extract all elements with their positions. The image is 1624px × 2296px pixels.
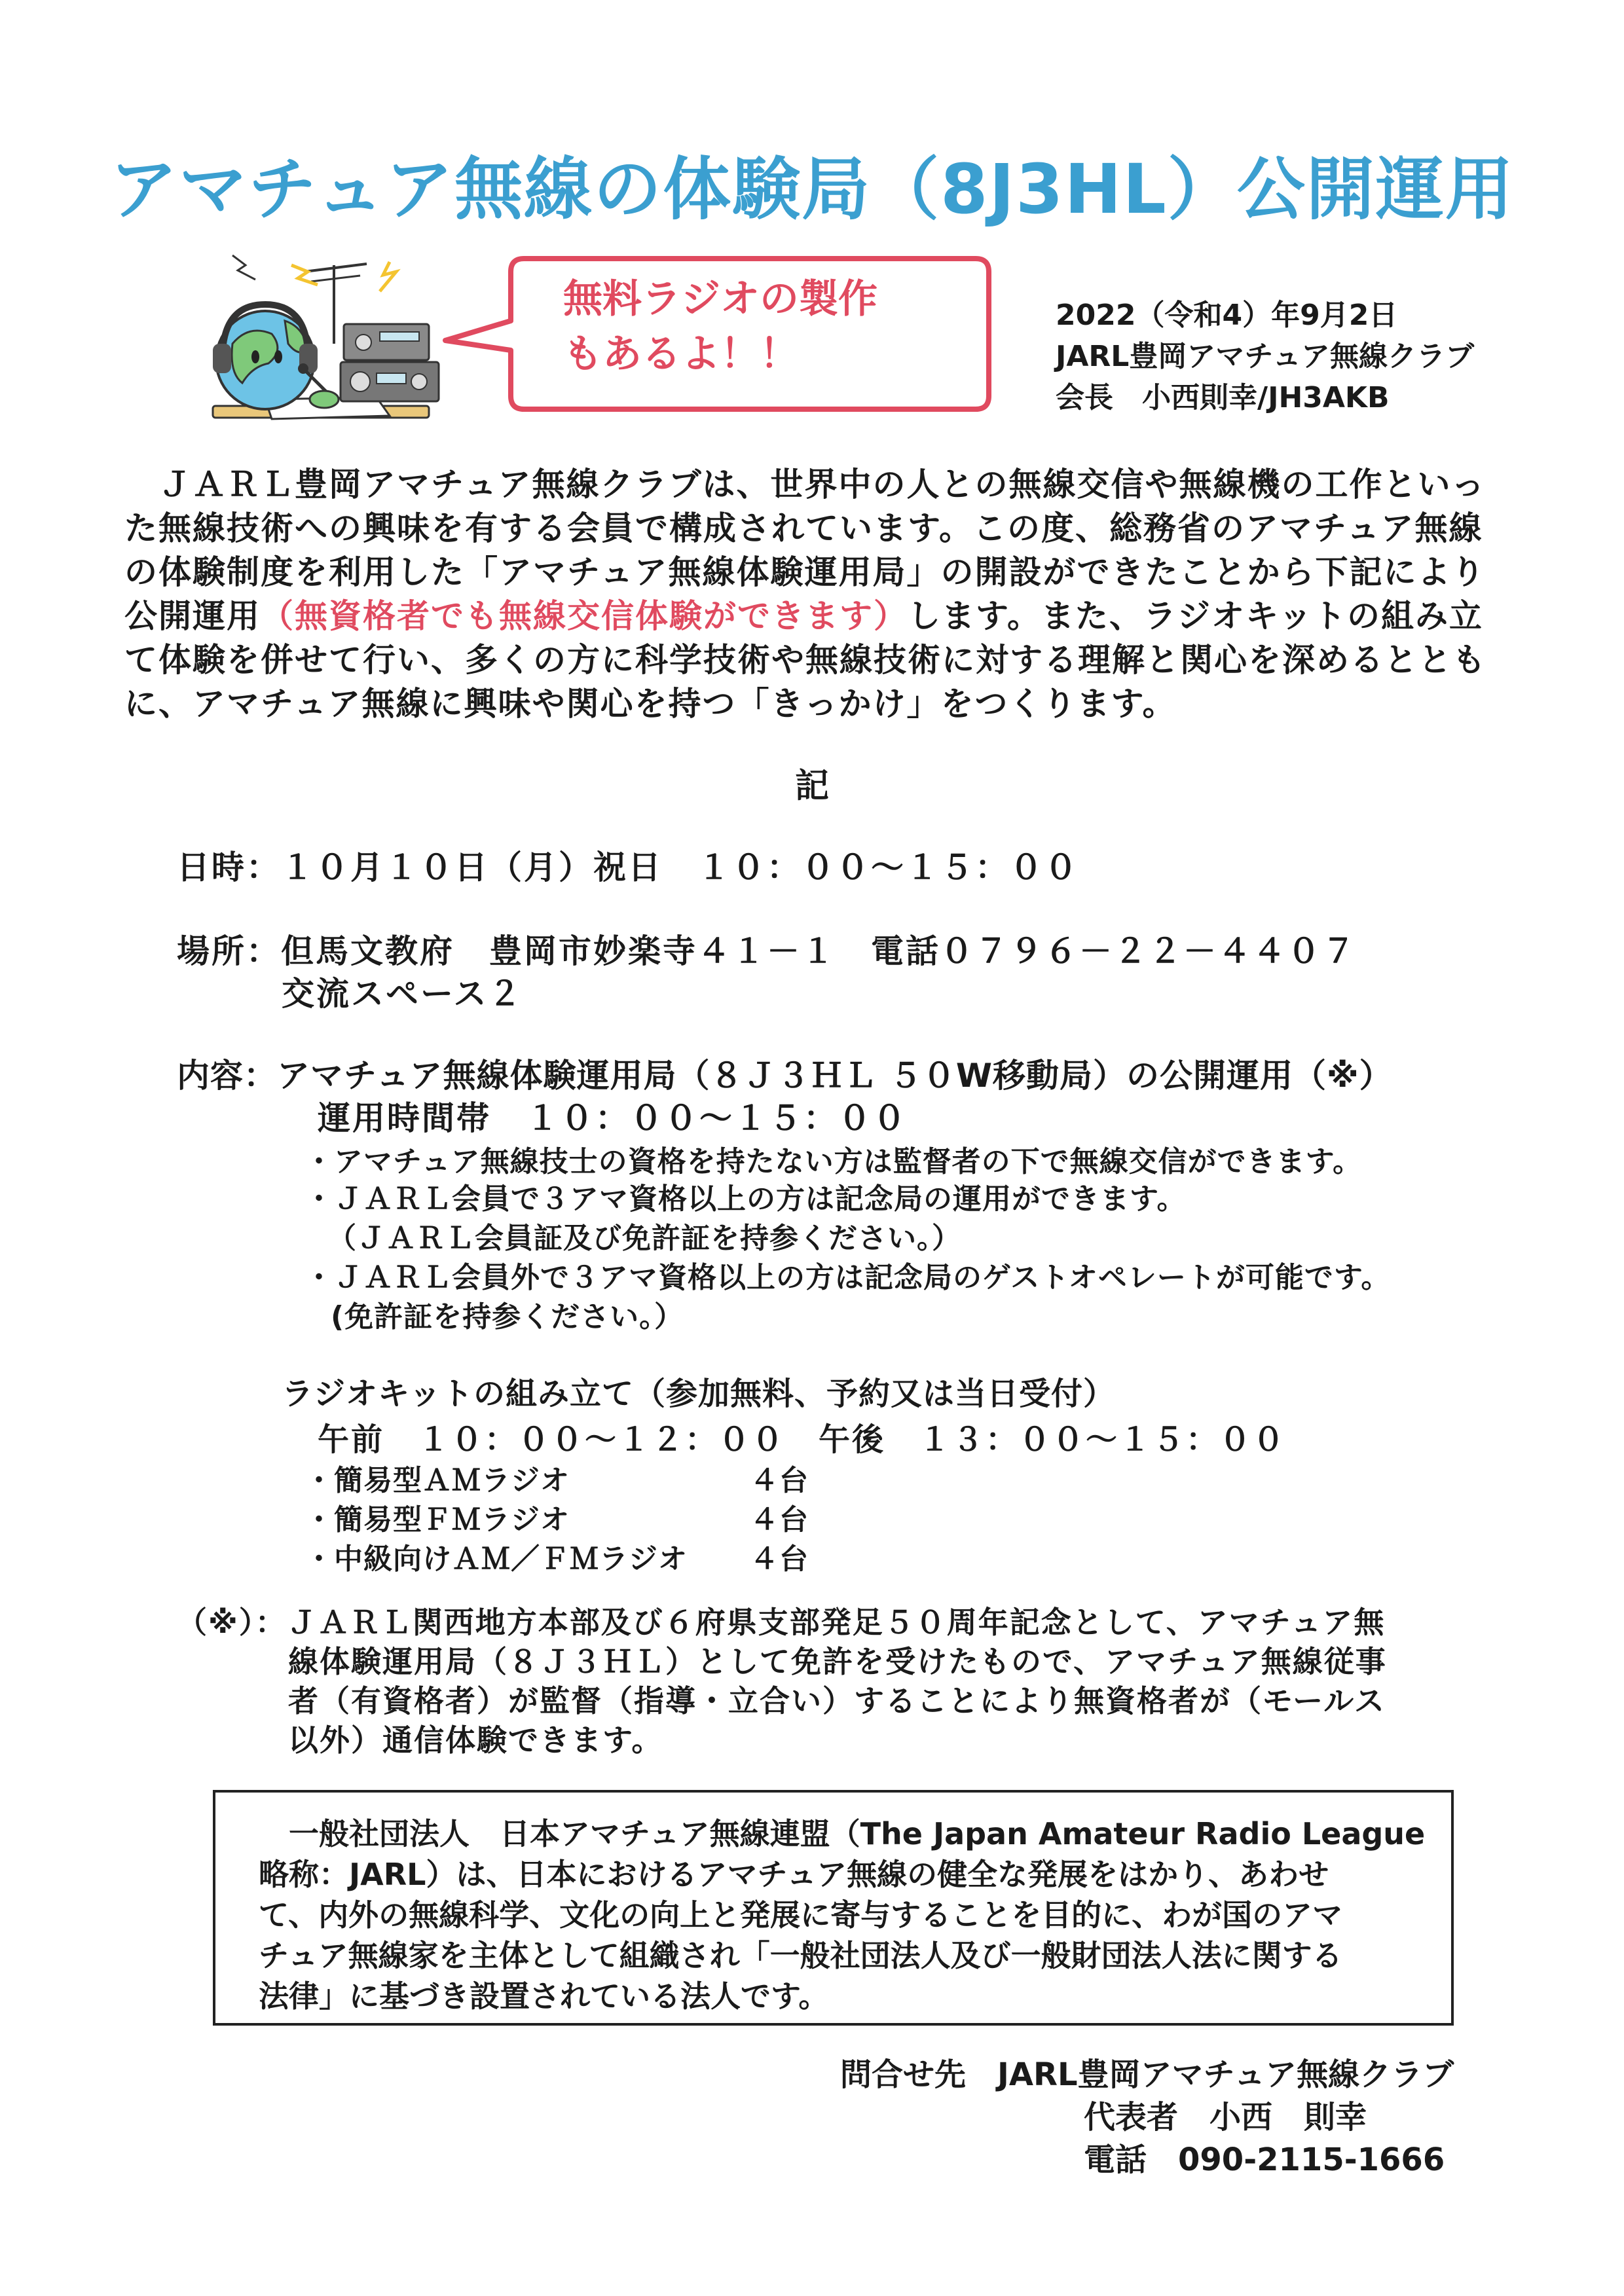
kit-item-count: ４台 [750, 1464, 809, 1497]
kit-heading: ラジオキットの組み立て（参加無料、予約又は当日受付） [282, 1376, 1116, 1412]
kit-item-count: ４台 [750, 1542, 809, 1576]
contact-representative: 代表者 小西 則幸 [1084, 2099, 1367, 2136]
content-row [177, 1049, 1393, 1097]
datetime-value: １０月１０日（月）祝日 １０：００～１５：００ [281, 848, 1079, 886]
content-bullet-2: ・ＪＡＲＬ会員で３アマ資格以上の方は記念局の運用ができます。 [304, 1182, 1187, 1216]
header-meta [1056, 295, 1474, 418]
place-label: 場所： [177, 932, 281, 970]
footnote-line-2: 線体験運用局（８Ｊ３ＨＬ）として免許を受けたもので、アマチュア無線従事 [288, 1644, 1387, 1679]
place-line-2: 交流スペース２ [282, 975, 523, 1013]
document-date: 2022（令和4）年9月2日 [1056, 299, 1398, 332]
content-bullet-3: ・ＪＡＲＬ会員外で３アマ資格以上の方は記念局のゲストオペレートが可能です。 [304, 1261, 1391, 1294]
ki-heading: 記 [794, 767, 829, 806]
content-line-1: アマチュア無線体験運用局（８Ｊ３ＨＬ ５０W移動局）の公開運用（※） [277, 1057, 1393, 1095]
kit-times: 午前 １０：００～１２：００ 午後 １３：００～１５：００ [318, 1421, 1287, 1458]
kit-item [304, 1457, 809, 1499]
bubble-line-1: 無料ラジオの製作 [563, 276, 877, 322]
contact-phone: 電話 090-2115-1666 [1084, 2141, 1445, 2178]
bubble-text [563, 272, 877, 382]
intro-paragraph [124, 463, 1493, 726]
footnote-line-1: （※）：ＪＡＲＬ関西地方本部及び６府県支部発足５０周年記念として、アマチュア無 [177, 1605, 1386, 1640]
bubble-line-2: もあるよ！！ [563, 331, 799, 377]
contact-org: JARL豊岡アマチュア無線クラブ [997, 2056, 1454, 2093]
kit-item [304, 1535, 809, 1577]
contact-row [840, 2049, 1454, 2094]
contact-label: 問合せ先 [840, 2056, 967, 2093]
content-label: 内容： [177, 1057, 277, 1095]
page-title: アマチュア無線の体験局（8J3HL）公開運用 [109, 149, 1515, 229]
organization-name: JARL豊岡アマチュア無線クラブ [1056, 340, 1475, 373]
jarl-line-4: チュア無線家を主体として組織され「一般社団法人及び一般財団法人法に関する [259, 1938, 1342, 1973]
intro-text-2: します。また、ラジオキットの組み立て体験を併せて行い、多くの方に科学技術や無線技術に対する理解と関心を深めるとともに、アマチュア無線に興味や関心を持つ「きっかけ」をつくります。 [124, 597, 1486, 723]
datetime-row [177, 841, 1079, 888]
kit-item-count: ４台 [750, 1503, 809, 1537]
kit-item-name: ・簡易型ＡＭラジオ [304, 1464, 570, 1497]
datetime-label: 日時： [177, 848, 281, 886]
kit-item-name: ・中級向けＡＭ／ＦＭラジオ [304, 1542, 688, 1576]
footnote-line-4: 以外）通信体験できます。 [288, 1722, 663, 1758]
jarl-line-1: 一般社団法人 日本アマチュア無線連盟（The Japan Amateur Radio League [259, 1816, 1426, 1851]
jarl-line-3: て、内外の無線科学、文化の向上と発展に寄与することを目的に、わが国のアマ [259, 1897, 1343, 1933]
content-bullet-3-note: (免許証を持参ください。） [331, 1300, 684, 1334]
place-line-1: 但馬文教府 豊岡市妙楽寺４１－１ 電話０７９６－２２－４４０７ [281, 932, 1357, 970]
intro-text-1: ＪＡＲＬ豊岡アマチュア無線クラブは、世界中の人との無線交信や無線機の工作といった無線技術への興味を有する会員で構成されています。この度、総務省のアマチュア無線の体験制度を利用した「アマチュア無線体験運用局」の開設ができたことから下記により公開運用 [124, 465, 1486, 635]
footnote [177, 1603, 1387, 1760]
jarl-info-text [259, 1813, 1425, 2016]
kit-item-name: ・簡易型ＦＭラジオ [304, 1503, 570, 1537]
president-name: 会長 小西則幸/JH3AKB [1056, 381, 1390, 414]
intro-highlight: （無資格者でも無線交信体験ができます） [261, 597, 908, 635]
radio-station-illustration [193, 252, 455, 439]
kit-item [304, 1496, 809, 1538]
jarl-line-2: 略称：JARL）は、日本におけるアマチュア無線の健全な発展をはかり、あわせ [259, 1857, 1329, 1892]
place-row [177, 925, 1357, 972]
content-bullet-1: ・アマチュア無線技士の資格を持たない方は監督者の下で無線交信ができます。 [304, 1145, 1363, 1178]
content-bullet-2-note: （ＪＡＲＬ会員証及び免許証を持参ください。） [327, 1222, 961, 1255]
jarl-line-5: 法律」に基づき設置されている法人です。 [259, 1978, 829, 2014]
content-hours: 運用時間帯 １０：００～１５：００ [318, 1099, 908, 1137]
footnote-line-3: 者（有資格者）が監督（指導・立合い）することにより無資格者が（モールス [288, 1683, 1386, 1719]
